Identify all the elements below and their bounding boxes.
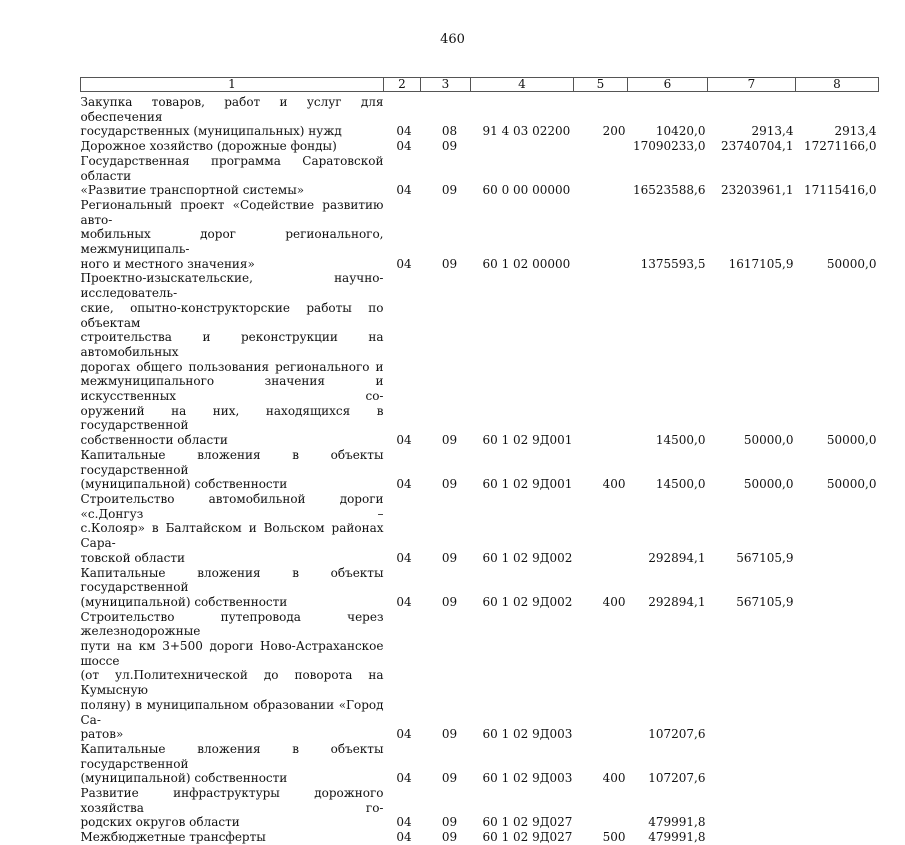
amount-year-1: 107207,6 [648, 727, 706, 742]
amount-year-1: 479991,8 [648, 830, 706, 845]
expense-type-code [574, 139, 628, 154]
amount-year-2: 1617105,9 [728, 256, 794, 271]
expense-type-code [574, 198, 628, 272]
budget-table [80, 77, 879, 845]
row-description [81, 271, 384, 447]
description-line: Региональный проект «Содействие развитию авто- [80, 197, 384, 227]
expense-type-code [574, 786, 628, 830]
amount-year-3: 50000,0 [826, 477, 877, 492]
description-line: межмуниципального значения и искусственных со- [80, 374, 384, 404]
section-code: 04 [396, 477, 412, 492]
amount-year-1: 17090233,0 [632, 139, 706, 154]
description-line: ские, опытно-конструкторские работы по объектам [80, 300, 384, 330]
amount-year-3: 17271166,0 [803, 139, 877, 154]
table-row [81, 786, 879, 830]
subsection-code: 09 [441, 815, 458, 830]
description-line: Межбюджетные трансферты [80, 830, 266, 845]
description-line: Капитальные вложения в объекты государственной [80, 447, 384, 477]
column-header-6: 6 [628, 78, 708, 92]
description-line: Капитальные вложения в объекты государственной [80, 741, 384, 771]
amount-year-3 [796, 566, 879, 610]
amount-year-3 [796, 786, 879, 830]
description-line: Проектно-изыскательские, научно-исследователь- [80, 271, 384, 301]
expense-type-code: 500 [602, 830, 626, 845]
subsection-code: 09 [441, 139, 458, 154]
description-line: родских округов области [80, 815, 240, 830]
expense-type-code: 400 [602, 477, 626, 492]
amount-year-3: 50000,0 [826, 433, 877, 448]
row-description [81, 830, 384, 845]
amount-year-1: 14500,0 [655, 477, 706, 492]
amount-year-2 [708, 830, 796, 845]
amount-year-3 [796, 492, 879, 566]
column-header-3: 3 [421, 78, 471, 92]
description-line: Строительство автомобильной дороги «с.Донгуз – [80, 491, 384, 521]
description-line: ного и местного значения» [80, 256, 255, 271]
amount-year-2 [708, 786, 796, 830]
amount-year-3 [796, 610, 879, 742]
subsection-code: 09 [441, 477, 458, 492]
target-article-code: 60 0 00 00000 [482, 183, 571, 198]
row-description [81, 492, 384, 566]
expense-type-code [574, 610, 628, 742]
amount-year-3: 2913,4 [834, 124, 877, 139]
subsection-code: 09 [441, 183, 458, 198]
subsection-code: 09 [441, 771, 458, 786]
description-line: (муниципальной) собственности [80, 771, 288, 786]
expense-type-code [574, 154, 628, 198]
section-code: 04 [396, 256, 412, 271]
target-article-code: 60 1 02 9Д003 [482, 727, 573, 742]
table-row [81, 830, 879, 845]
target-article-code: 60 1 02 9Д027 [482, 830, 573, 845]
table-row [81, 154, 879, 198]
section-code: 04 [396, 830, 412, 845]
table-row [81, 271, 879, 447]
row-description [81, 139, 384, 154]
amount-year-1: 479991,8 [648, 815, 706, 830]
description-line: товской области [80, 550, 185, 565]
amount-year-2: 2913,4 [751, 124, 794, 139]
row-description [81, 566, 384, 610]
section-code: 04 [396, 727, 412, 742]
amount-year-1: 107207,6 [648, 771, 706, 786]
row-description [81, 610, 384, 742]
column-header-2: 2 [384, 78, 421, 92]
subsection-code: 09 [441, 433, 458, 448]
subsection-code: 09 [441, 256, 458, 271]
table-row [81, 198, 879, 272]
description-line: пути на км 3+500 дороги Ново-Астраханское шоссе [80, 639, 384, 668]
amount-year-2 [708, 610, 796, 742]
description-line: государственных (муниципальных) нужд [80, 124, 342, 139]
subsection-code: 09 [441, 594, 458, 609]
expense-type-code: 400 [602, 594, 626, 609]
column-header-7: 7 [708, 78, 796, 92]
row-description [81, 92, 384, 140]
section-code: 04 [396, 433, 412, 448]
target-article-code: 60 1 02 9Д003 [482, 771, 573, 786]
subsection-code: 09 [441, 830, 458, 845]
expense-type-code [574, 492, 628, 566]
amount-year-1: 1375593,5 [640, 256, 706, 271]
description-line: оружений на них, находящихся в государственной [80, 403, 384, 433]
target-article-code: 60 1 02 9Д027 [482, 815, 573, 830]
table-row [81, 566, 879, 610]
row-description [81, 198, 384, 272]
table-row [81, 742, 879, 786]
description-line: собственности области [80, 433, 228, 448]
target-article-code: 91 4 03 02200 [482, 124, 571, 139]
row-description [81, 154, 384, 198]
subsection-code: 09 [441, 550, 458, 565]
table-header-row [81, 78, 879, 92]
subsection-code: 08 [441, 124, 458, 139]
amount-year-2: 50000,0 [743, 433, 794, 448]
target-article-code: 60 1 02 9Д002 [482, 550, 573, 565]
expense-type-code: 400 [602, 771, 626, 786]
table-row [81, 610, 879, 742]
amount-year-1: 292894,1 [648, 550, 706, 565]
column-header-1: 1 [81, 78, 384, 92]
description-line: с.Колояр» в Балтайском и Вольском районах Сара- [80, 521, 384, 551]
description-line: Государственная программа Саратовской области [80, 153, 384, 183]
target-article-code: 60 1 02 9Д002 [482, 594, 573, 609]
subsection-code: 09 [441, 727, 458, 742]
row-description [81, 786, 384, 830]
description-line: Строительство путепровода через железнодорожные [80, 609, 384, 639]
description-line: поляну) в муниципальном образовании «Город Са- [80, 697, 384, 727]
description-line: Капитальные вложения в объекты государственной [80, 565, 384, 595]
table-row [81, 92, 879, 140]
description-line: дорогах общего пользования регионального и [80, 359, 384, 374]
amount-year-1: 292894,1 [648, 594, 706, 609]
section-code: 04 [396, 771, 412, 786]
amount-year-3 [796, 830, 879, 845]
section-code: 04 [396, 550, 412, 565]
amount-year-3: 17115416,0 [803, 183, 877, 198]
description-line: (муниципальной) собственности [80, 477, 288, 492]
description-line: Закупка товаров, работ и услуг для обеспечения [80, 95, 384, 124]
section-code: 04 [396, 139, 412, 154]
amount-year-2 [708, 742, 796, 786]
target-article-code: 60 1 02 00000 [482, 256, 571, 271]
target-article-code [471, 139, 574, 154]
table-row [81, 139, 879, 154]
amount-year-2: 23203961,1 [720, 183, 794, 198]
table-row [81, 448, 879, 492]
amount-year-3 [796, 742, 879, 786]
description-line: ратов» [80, 727, 124, 742]
expense-type-code [574, 271, 628, 447]
amount-year-1: 16523588,6 [632, 183, 706, 198]
description-line: мобильных дорог регионального, межмуниципаль- [80, 227, 384, 257]
amount-year-2: 567105,9 [736, 550, 794, 565]
amount-year-2: 50000,0 [743, 477, 794, 492]
description-line: (муниципальной) собственности [80, 594, 288, 609]
amount-year-1: 14500,0 [655, 433, 706, 448]
amount-year-2: 567105,9 [736, 594, 794, 609]
amount-year-3: 50000,0 [826, 256, 877, 271]
row-description [81, 742, 384, 786]
description-line: (от ул.Политехнической до поворота на Кумысную [80, 668, 384, 698]
page-number: 460 [440, 32, 465, 47]
expense-type-code: 200 [602, 124, 626, 139]
column-header-5: 5 [574, 78, 628, 92]
section-code: 04 [396, 594, 412, 609]
table-row [81, 492, 879, 566]
amount-year-2: 23740704,1 [720, 139, 794, 154]
row-description [81, 448, 384, 492]
description-line: Дорожное хозяйство (дорожные фонды) [80, 139, 337, 154]
target-article-code: 60 1 02 9Д001 [482, 477, 573, 492]
target-article-code: 60 1 02 9Д001 [482, 433, 573, 448]
description-line: Развитие инфраструктуры дорожного хозяйства го- [80, 786, 384, 815]
column-header-4: 4 [471, 78, 574, 92]
section-code: 04 [396, 815, 412, 830]
section-code: 04 [396, 124, 412, 139]
description-line: «Развитие транспортной системы» [80, 183, 305, 198]
amount-year-1: 10420,0 [655, 124, 706, 139]
column-header-8: 8 [796, 78, 879, 92]
description-line: строительства и реконструкции на автомобильных [80, 330, 384, 359]
section-code: 04 [396, 183, 412, 198]
